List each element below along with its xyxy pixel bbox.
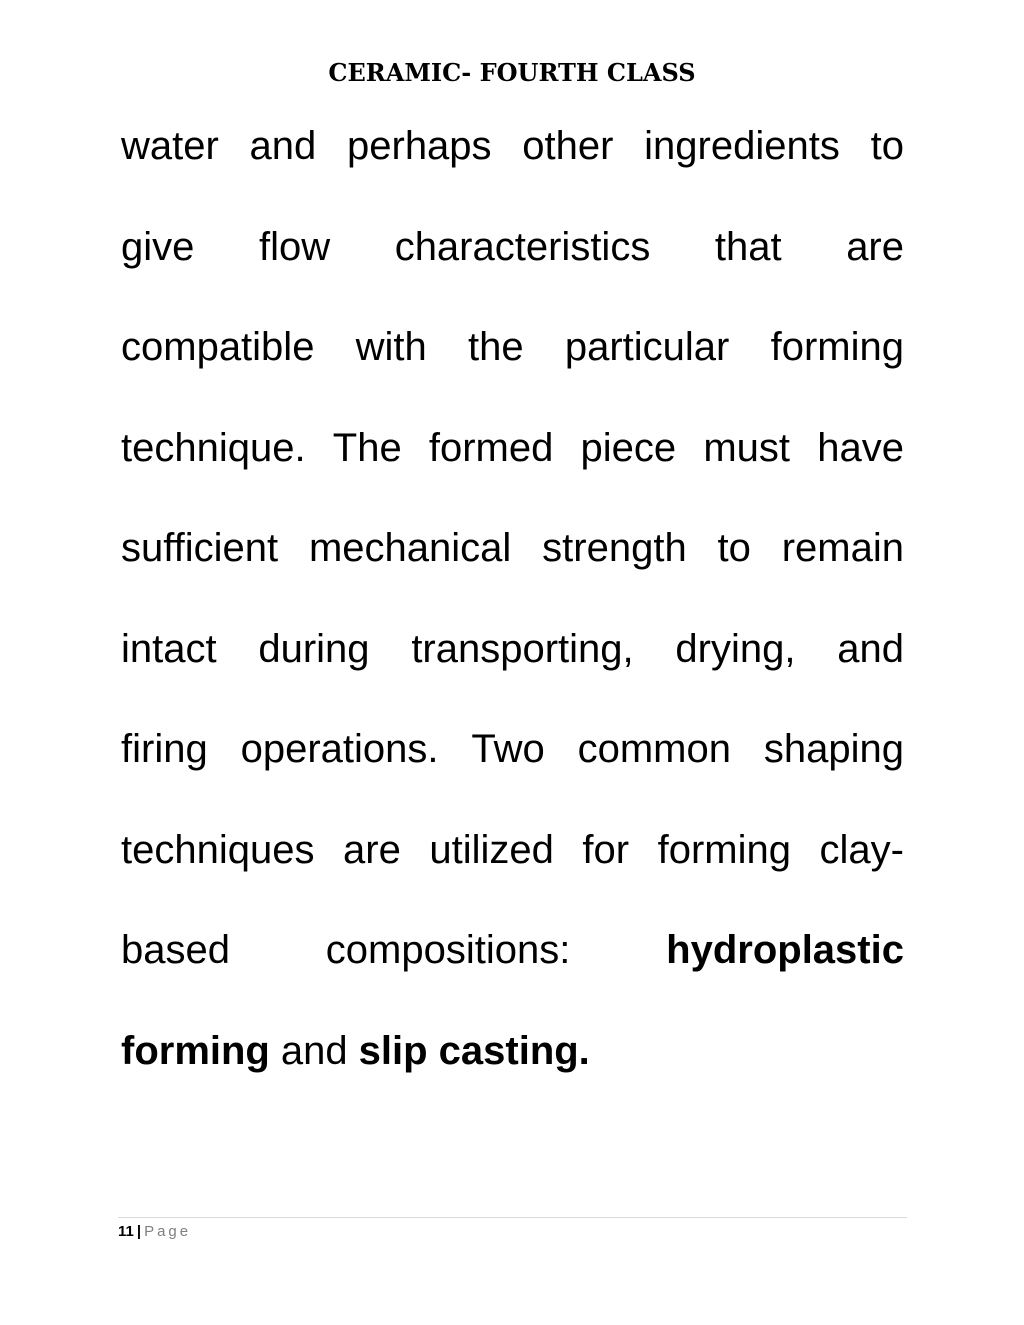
- bold-term-forming: forming: [121, 1028, 270, 1073]
- word: intact: [121, 626, 217, 671]
- word: clay-: [819, 827, 904, 872]
- word: are: [343, 827, 401, 872]
- text-line: [121, 719, 904, 820]
- text-line: [121, 217, 904, 318]
- word: remain: [781, 526, 904, 570]
- word: are: [846, 224, 904, 269]
- word: utilized: [429, 827, 554, 872]
- word: flow: [258, 224, 331, 269]
- word: that: [714, 224, 782, 269]
- word: with: [355, 325, 427, 369]
- word: operations.: [240, 727, 439, 771]
- word: for: [582, 827, 630, 872]
- word: piece: [580, 425, 677, 470]
- word: forming: [770, 325, 904, 369]
- word: give: [121, 224, 195, 269]
- word: The: [332, 425, 402, 470]
- word: based: [121, 928, 230, 972]
- text-line: [121, 619, 904, 720]
- word: to: [717, 526, 751, 570]
- word: to: [870, 124, 904, 168]
- footer-separator: |: [136, 1223, 142, 1240]
- page-footer: [118, 1222, 191, 1242]
- word: particular: [564, 325, 730, 369]
- bold-term-hydroplastic: hydroplastic: [666, 928, 904, 972]
- word: shaping: [763, 727, 904, 771]
- page-number: 11: [118, 1223, 134, 1240]
- page-label: Page: [144, 1223, 192, 1240]
- word: transporting,: [411, 626, 634, 671]
- word: sufficient: [121, 526, 279, 570]
- word: ingredients: [644, 124, 840, 168]
- word: compositions:: [325, 928, 571, 972]
- word: other: [522, 124, 614, 168]
- word: mechanical: [308, 526, 512, 570]
- word: firing: [121, 727, 208, 771]
- text-line: [121, 317, 904, 418]
- text-line: [121, 518, 904, 619]
- word: and: [249, 124, 317, 168]
- text-line: [121, 820, 904, 921]
- text-line: [121, 116, 904, 217]
- word: technique.: [121, 425, 306, 470]
- text-line: [121, 418, 904, 519]
- text-line: [121, 920, 904, 1021]
- word: perhaps: [347, 124, 492, 168]
- word: the: [468, 325, 524, 369]
- word: characteristics: [394, 224, 651, 269]
- body-paragraph: [121, 116, 904, 1121]
- text-line: [121, 1021, 904, 1122]
- word: compatible: [121, 325, 315, 369]
- word: drying,: [675, 626, 796, 671]
- word: and: [837, 626, 904, 671]
- bold-term-slip-casting: slip casting.: [358, 1028, 590, 1073]
- word: techniques: [121, 827, 315, 872]
- word: have: [817, 425, 904, 470]
- word: and: [280, 1028, 348, 1073]
- word: during: [258, 626, 370, 671]
- word: strength: [542, 526, 687, 570]
- word: Two: [471, 727, 545, 771]
- page-header-title: CERAMIC- FOURTH CLASS: [328, 58, 696, 87]
- word: forming: [657, 827, 792, 872]
- footer-divider: [118, 1217, 907, 1218]
- word: formed: [428, 425, 554, 470]
- word: must: [703, 425, 791, 470]
- word: water: [121, 124, 219, 168]
- word: common: [577, 727, 731, 771]
